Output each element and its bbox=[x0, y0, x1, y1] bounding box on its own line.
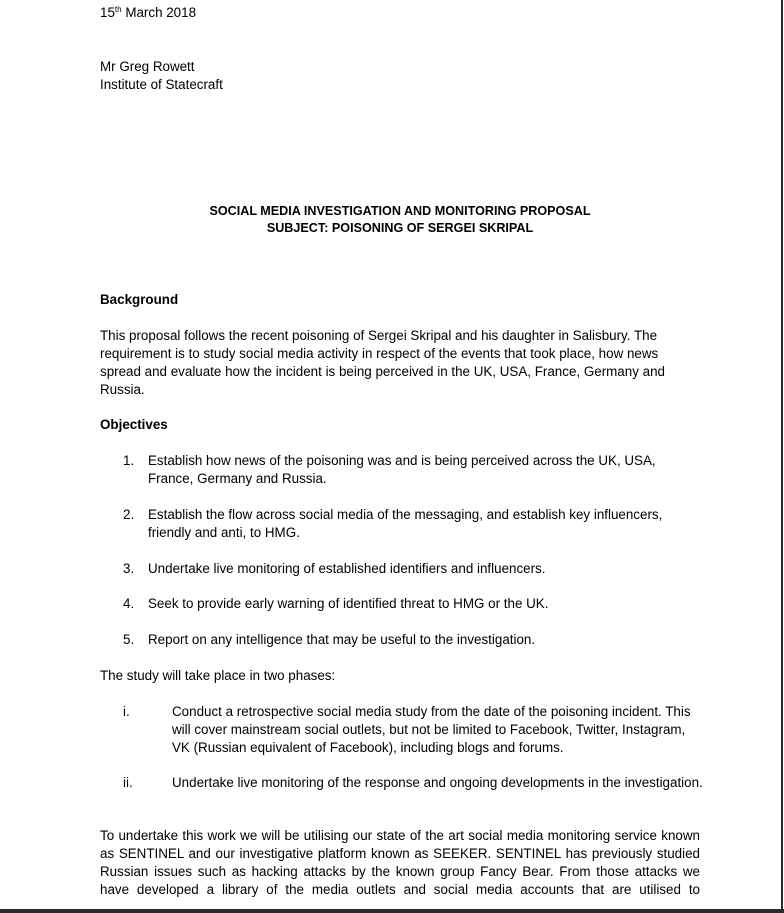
background-paragraph: This proposal follows the recent poisoning of Sergei Skripal and his daughter in Salisbury. The requirement is to study social media activity in respect of the events that took place, how news spread and evaluate how the incident is being perceived in the UK, USA, France, Germany and Russia. bbox=[100, 328, 665, 397]
closing-line: studied Russian issues such as hacking attacks by the known group Fancy Bear. From those attacks bbox=[100, 846, 700, 879]
objective-item bbox=[123, 506, 703, 542]
objective-text: Establish the flow across social media of the messaging, and establish key influencers, friendly and anti, to HMG. bbox=[148, 507, 663, 540]
objectives-heading: Objectives bbox=[100, 417, 168, 432]
page-edge-bottom bbox=[0, 909, 784, 913]
phase-number: ii. bbox=[123, 775, 133, 790]
objective-number: 5. bbox=[123, 632, 135, 647]
document-title: SOCIAL MEDIA INVESTIGATION AND MONITORING PROPOSAL bbox=[209, 204, 591, 218]
objective-number: 1. bbox=[123, 453, 135, 468]
objective-text: Seek to provide early warning of identified threat to HMG or the UK. bbox=[148, 596, 549, 611]
recipient-organization: Institute of Statecraft bbox=[100, 77, 223, 92]
phase-item bbox=[123, 703, 703, 757]
objective-item bbox=[123, 631, 703, 649]
objective-number: 3. bbox=[123, 561, 135, 576]
objective-text: Report on any intelligence that may be useful to the investigation. bbox=[148, 632, 536, 647]
recipient-name: Mr Greg Rowett bbox=[100, 59, 195, 74]
letter-date: 15th March 2018 bbox=[100, 5, 197, 20]
objective-text: Establish how news of the poisoning was and is being perceived across the UK, USA, France, Germany and Russia. bbox=[148, 453, 656, 486]
objective-text: Undertake live monitoring of established identifiers and influencers. bbox=[148, 561, 546, 576]
objective-number: 4. bbox=[123, 596, 135, 611]
objective-item bbox=[123, 452, 703, 488]
objective-number: 2. bbox=[123, 507, 135, 522]
phase-number: i. bbox=[123, 704, 130, 719]
phase-item bbox=[123, 774, 703, 792]
closing-line: we have developed a library of the media outlets and social media accounts that are utilised to bbox=[100, 864, 700, 897]
closing-line: known as SENTINEL and our investigative platform known as SEEKER. SENTINEL has previously bbox=[100, 828, 700, 861]
objective-item bbox=[123, 560, 703, 578]
page-edge-right bbox=[781, 0, 783, 913]
document-subject: SUBJECT: POISONING OF SERGEI SKRIPAL bbox=[266, 221, 534, 235]
closing-line: To undertake this work we will be utilising our state of the art social media monitoring service bbox=[100, 828, 657, 843]
phase-text: Undertake live monitoring of the response and ongoing developments in the investigation. bbox=[172, 775, 703, 790]
closing-paragraph bbox=[100, 827, 700, 899]
background-heading: Background bbox=[100, 292, 179, 307]
phase-text: Conduct a retrospective social media study from the date of the poisoning incident. This will cover mainstream social outlets, but not be limited to Facebook, Twitter, Instagram, VK (Russian equivalent of Facebook), including blogs and forums. bbox=[172, 704, 691, 755]
phases-intro: The study will take place in two phases: bbox=[100, 668, 336, 683]
objective-item bbox=[123, 595, 703, 613]
